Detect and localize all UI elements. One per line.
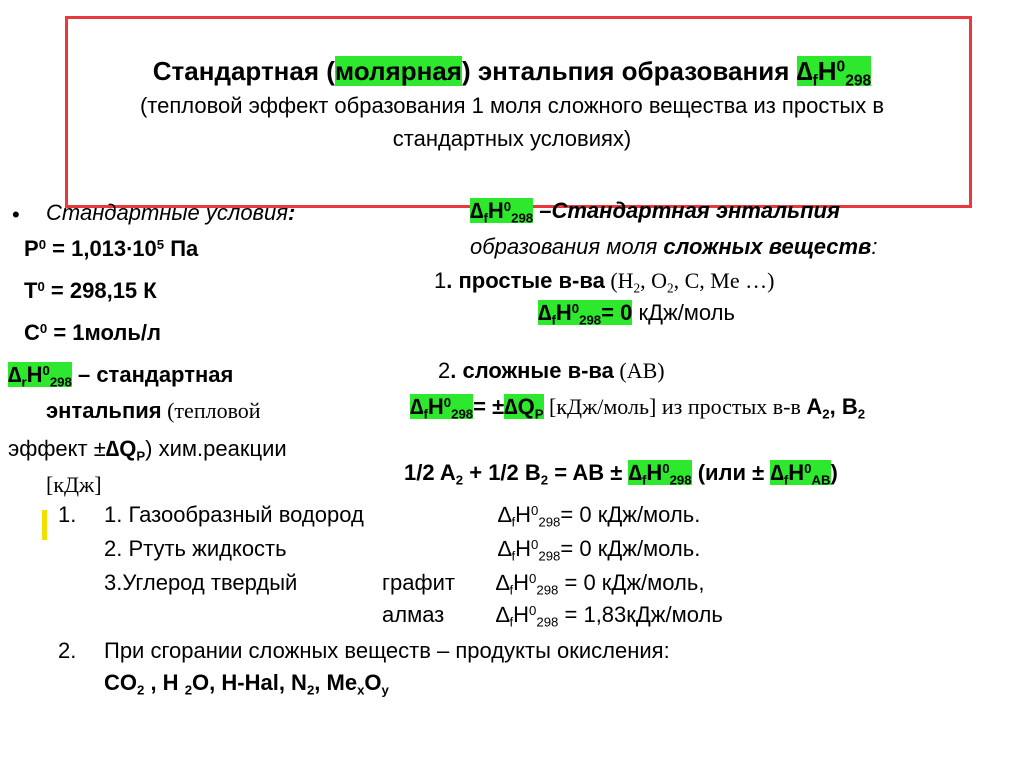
list-item: 3.Углерод твердый [104, 570, 298, 595]
standard-formation-enthalpy: $\Delta_fH^0_{298}$ –Стандартная энтальпия [470, 198, 840, 226]
list-item-value: $\Delta_fH^0_{298}= 0$ кДж/моль. [498, 536, 701, 564]
formation-definition: образования моля сложных веществ: [470, 234, 878, 259]
title-subline-1: (тепловой эффект образования 1 моля сложного вещества из простых в [139, 93, 885, 118]
bullet: • [12, 202, 20, 227]
combustion-text: При сгорании сложных веществ – продукты окисления: [104, 638, 670, 663]
page-title: Стандартная (молярная) энтальпия образования $\Delta_fH^0_{298}$ [152, 56, 872, 90]
formation-equation: 1/2 $A_2 + 1/2$ $B_2$ = AB ± $\Delta_fH^0_{298}$ $(или \pm \Delta_fH^0_{AB})$ [404, 460, 838, 488]
diamond-label: алмаз [382, 602, 445, 627]
graphite-label: графит [382, 570, 455, 595]
list-item: 1. Газообразный водород [104, 502, 364, 527]
list-item: 2. Ртуть жидкость [104, 536, 287, 561]
std-conditions: Стандартные условия: [46, 200, 296, 225]
list-number-2: 2. [58, 638, 77, 663]
simple-zero-line: $\Delta_fH^0_{298}= 0$ кДж/моль [538, 300, 735, 328]
complex-substances: 2. сложные в-ва (АВ) [438, 358, 665, 383]
graphite-value: $\Delta_fH^0_{298} = 0$ кДж/моль, [496, 570, 705, 598]
list-item-value: $\Delta_fH^0_{298}= 0$ кДж/моль. [498, 502, 701, 530]
combustion-products: $CO_2$ , H $_2$O, H-Hal, $N_2$, $Me_xO_y$ [104, 670, 389, 698]
simple-substances: 1. простые в-ва ($H_2$, $O_2$, C, Me …) [434, 268, 775, 296]
enthalpy-line: энтальпия (тепловой [46, 398, 261, 423]
effect-line: эффект $\pm\Delta Q_P$) хим.реакции [8, 436, 287, 464]
list-number-1: 1. [58, 502, 77, 527]
pressure-line: $Р^0 = 1,013\cdot 10^5$ Па [24, 236, 199, 261]
diamond-value: $\Delta_fH^0_{298}$ = 1,83кДж/моль [496, 602, 723, 630]
title-subline-2: стандартных условиях) [392, 126, 632, 151]
concentration-line: $С^0$ = 1моль/л [24, 320, 162, 345]
reaction-enthalpy-line: $\Delta_rH^0_{298}$ – стандартная [8, 362, 234, 390]
temperature-line: $Т^0 = 298,15$ К [24, 278, 157, 303]
kj-unit: [кДж] [46, 472, 102, 497]
complex-line: $\Delta_fH^0_{298}= \pm\Delta Q_P$ [кДж/моль] из простых в-в $A_2$, $B_2$ [410, 394, 866, 422]
highlight-molar: молярная [334, 56, 462, 86]
yellow-marker [42, 510, 47, 540]
